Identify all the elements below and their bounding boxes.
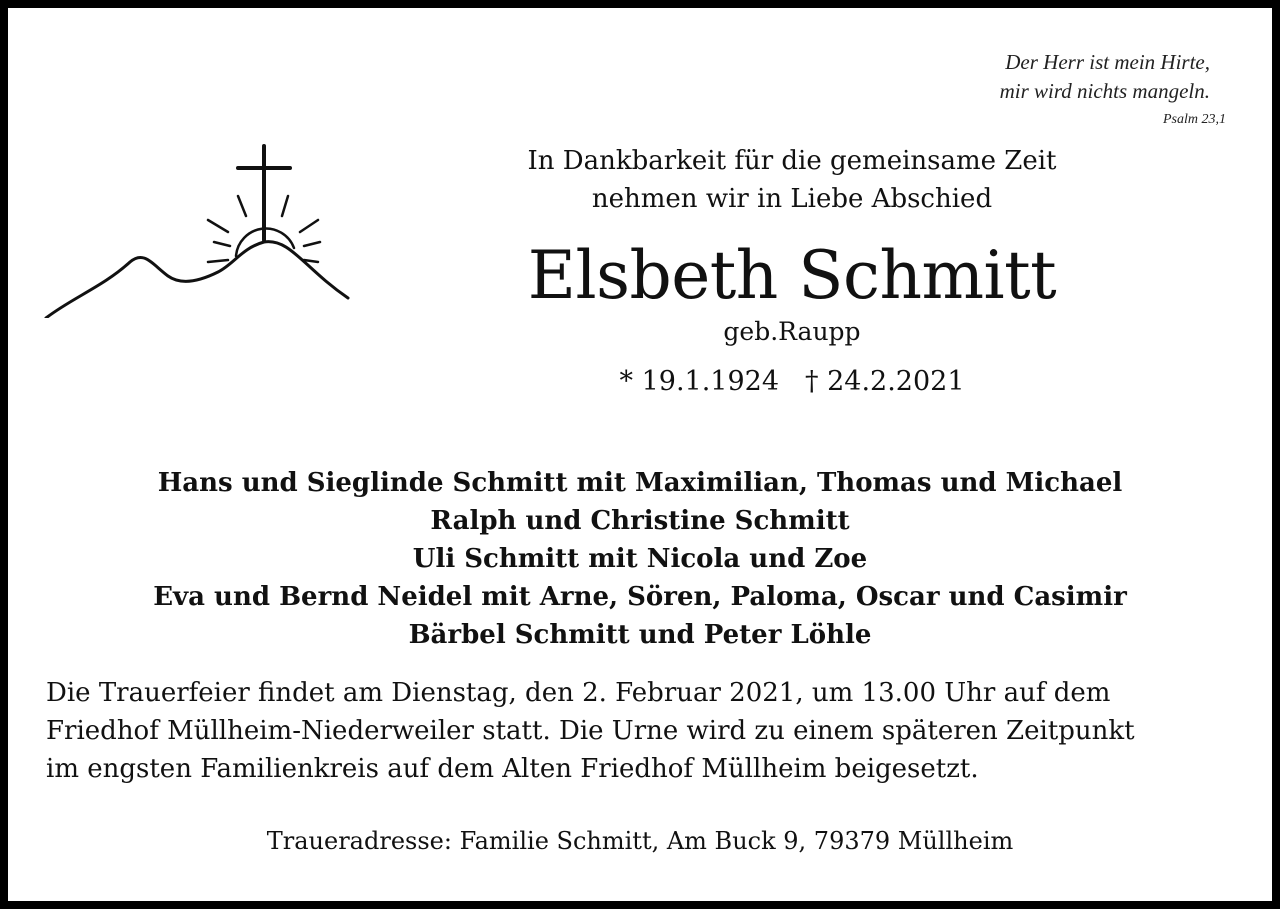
death-date: † 24.2.2021 bbox=[805, 366, 965, 397]
psalm-reference: Psalm 23,1 bbox=[1163, 112, 1226, 127]
service-line: im engsten Familienkreis auf dem Alten Friedhof Müllheim beigesetzt. bbox=[46, 754, 979, 784]
service-line: Die Trauerfeier findet am Dienstag, den 2. Februar 2021, um 13.00 Uhr auf dem bbox=[46, 678, 1111, 708]
service-line: Friedhof Müllheim-Niederweiler statt. Die Urne wird zu einem späteren Zeitpunkt bbox=[46, 716, 1135, 746]
mourner-line: Hans und Sieglinde Schmitt mit Maximilian, Thomas und Michael bbox=[157, 468, 1123, 498]
obituary-card bbox=[8, 8, 1272, 901]
mourners-list bbox=[8, 464, 1272, 654]
psalm-quote bbox=[1000, 48, 1210, 106]
intro-text bbox=[398, 142, 1186, 218]
life-dates bbox=[398, 362, 1186, 402]
psalm-line: Der Herr ist mein Hirte, bbox=[1005, 50, 1210, 74]
birth-date: * 19.1.1924 bbox=[619, 366, 779, 397]
mourner-line: Ralph und Christine Schmitt bbox=[430, 506, 850, 536]
maiden-name: geb.Raupp bbox=[723, 317, 861, 346]
service-details bbox=[46, 674, 1236, 788]
mourner-line: Uli Schmitt mit Nicola und Zoe bbox=[412, 544, 868, 574]
psalm-line: mir wird nichts mangeln. bbox=[999, 79, 1210, 103]
cross-on-mountain-with-sun-icon bbox=[42, 138, 352, 318]
mourning-address: Traueradresse: Familie Schmitt, Am Buck 9, 79379 Müllheim bbox=[266, 827, 1014, 855]
mourner-line: Eva und Bernd Neidel mit Arne, Sören, Paloma, Oscar und Casimir bbox=[153, 582, 1127, 612]
intro-line: In Dankbarkeit für die gemeinsame Zeit bbox=[527, 146, 1057, 176]
mourner-line: Bärbel Schmitt und Peter Löhle bbox=[408, 620, 872, 650]
intro-line: nehmen wir in Liebe Abschied bbox=[591, 184, 993, 214]
deceased-name: Elsbeth Schmitt bbox=[527, 237, 1057, 314]
